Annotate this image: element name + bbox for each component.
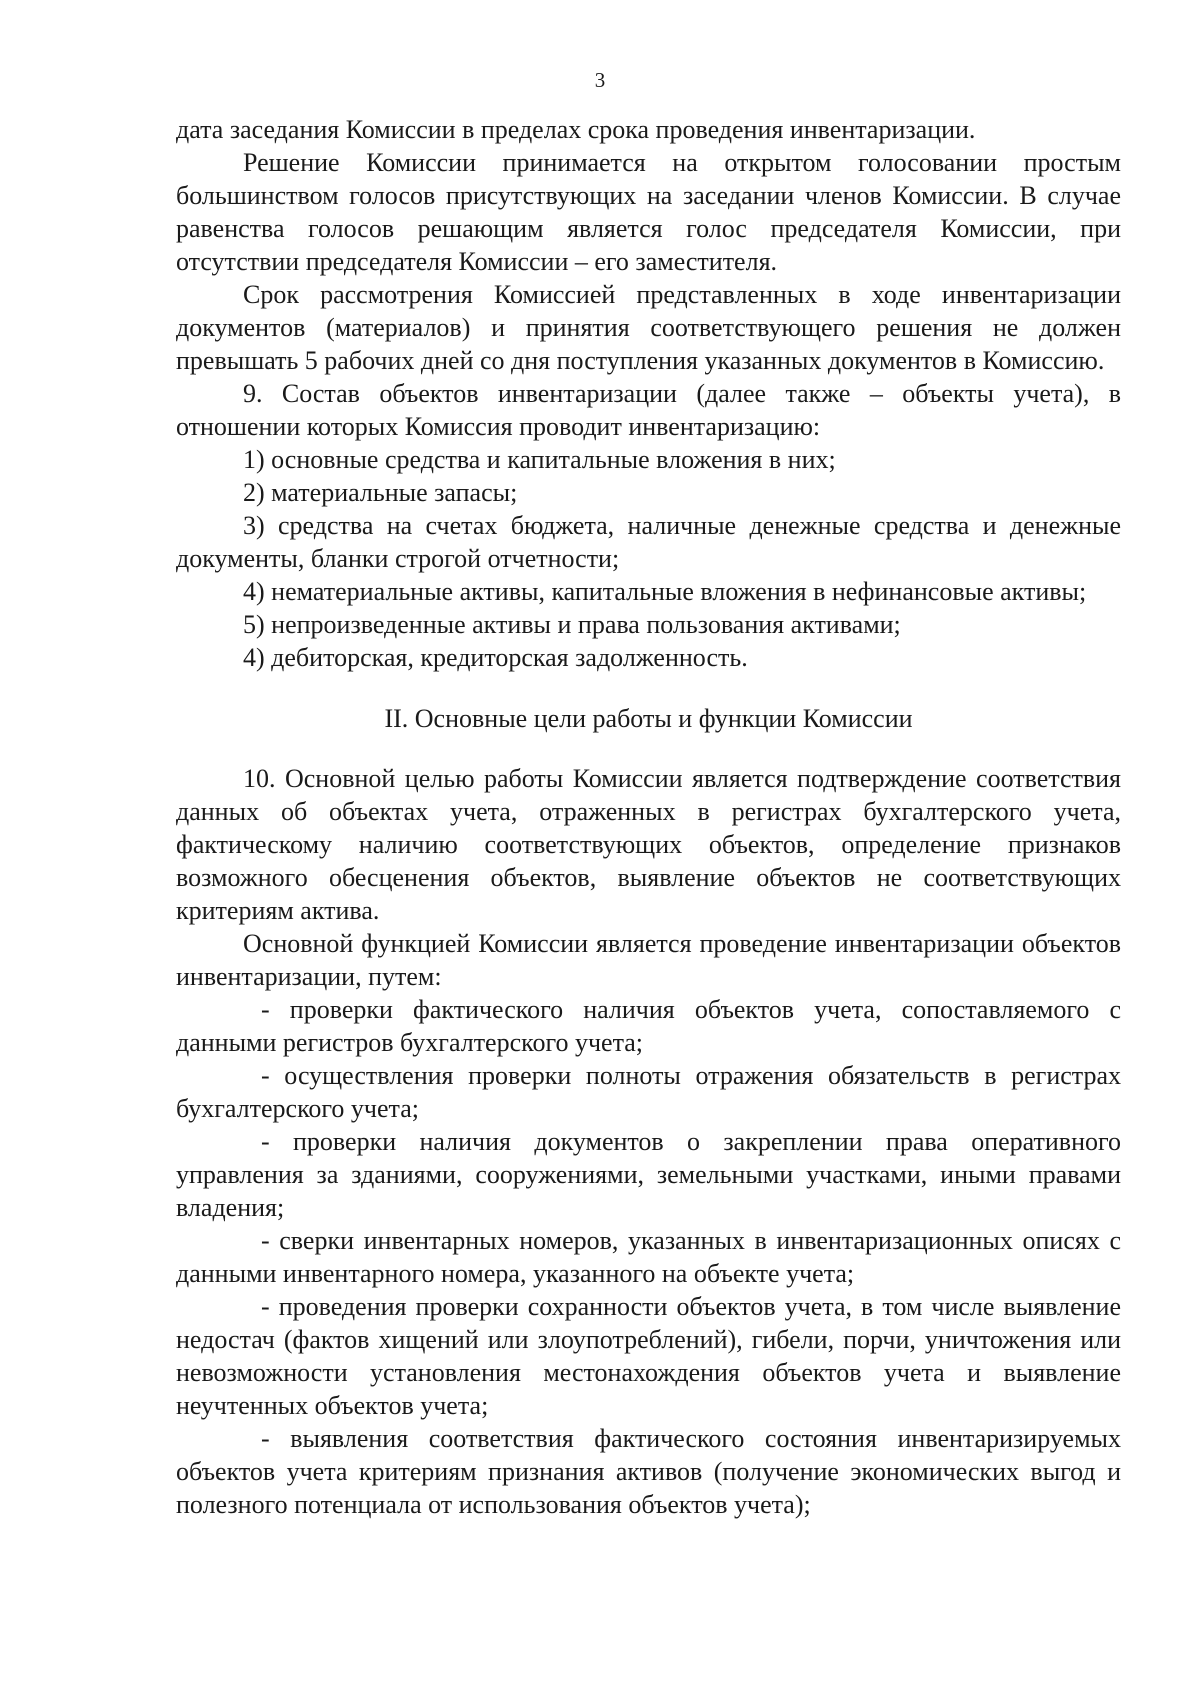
list-item-2: 2) материальные запасы; — [243, 478, 518, 507]
paragraph-item-9: 9. Состав объектов инвентаризации (далее также – объекты учета), в отношении которых Комиссия проводит инвентаризацию: — [176, 379, 1121, 441]
paragraph-item-10: 10. Основной целью работы Комиссии является подтверждение соответствия данных об объектах учета, отраженных в регистрах бухгалтерского учета, фактическому наличию соответствующих объектов, определение признаков возможного обесценения объектов, выявление объектов не соответствующих критериям актива. — [176, 764, 1121, 925]
list-item-4: 4) нематериальные активы, капитальные вложения в нефинансовые активы; — [243, 577, 1087, 606]
page-number: 3 — [594, 68, 606, 92]
paragraph-main-function: Основной функцией Комиссии является проведение инвентаризации объектов инвентаризации, путем: — [176, 929, 1121, 991]
paragraph-meeting-date: дата заседания Комиссии в пределах срока проведения инвентаризации. — [176, 115, 976, 144]
dash-item-obligations: - осуществления проверки полноты отражения обязательств в регистрах бухгалтерского учета; — [176, 1061, 1121, 1123]
section-heading: II. Основные цели работы и функции Комиссии — [384, 704, 913, 733]
document-body — [176, 113, 1121, 1521]
list-item-1: 1) основные средства и капитальные вложения в них; — [243, 445, 836, 474]
dash-item-inventory-numbers: - сверки инвентарных номеров, указанных в инвентаризационных описях с данными инвентарного номера, указанного на объекте учета; — [176, 1226, 1121, 1288]
paragraph-review-term: Срок рассмотрения Комиссией представленных в ходе инвентаризации документов (материалов) и принятия соответствующего решения не должен превышать 5 рабочих дней со дня поступления указанных документов в Комиссию. — [176, 280, 1121, 375]
dash-item-actual-presence: - проверки фактического наличия объектов учета, сопоставляемого с данными регистров бухгалтерского учета; — [176, 995, 1121, 1057]
dash-item-safety-check: - проведения проверки сохранности объектов учета, в том числе выявление недостач (фактов хищений или злоупотреблений), гибели, порчи, уничтожения или невозможности установления местонахождения объектов учета и выявление неучтенных объектов учета; — [176, 1292, 1121, 1420]
paragraph-decision: Решение Комиссии принимается на открытом голосовании простым большинством голосов присутствующих на заседании членов Комиссии. В случае равенства голосов решающим является голос председателя Комиссии, при отсутствии председателя Комиссии – его заместителя. — [176, 148, 1121, 276]
list-item-5: 5) непроизведенные активы и права пользования активами; — [243, 610, 901, 639]
list-item-6: 4) дебиторская, кредиторская задолженность. — [243, 643, 748, 672]
list-item-3: 3) средства на счетах бюджета, наличные денежные средства и денежные документы, бланки строгой отчетности; — [176, 511, 1121, 573]
dash-item-asset-criteria: - выявления соответствия фактического состояния инвентаризируемых объектов учета критериям признания активов (получение экономических выгод и полезного потенциала от использования объектов учета); — [176, 1424, 1121, 1519]
dash-item-documents: - проверки наличия документов о закреплении права оперативного управления за зданиями, сооружениями, земельными участками, иными правами владения; — [176, 1127, 1121, 1222]
